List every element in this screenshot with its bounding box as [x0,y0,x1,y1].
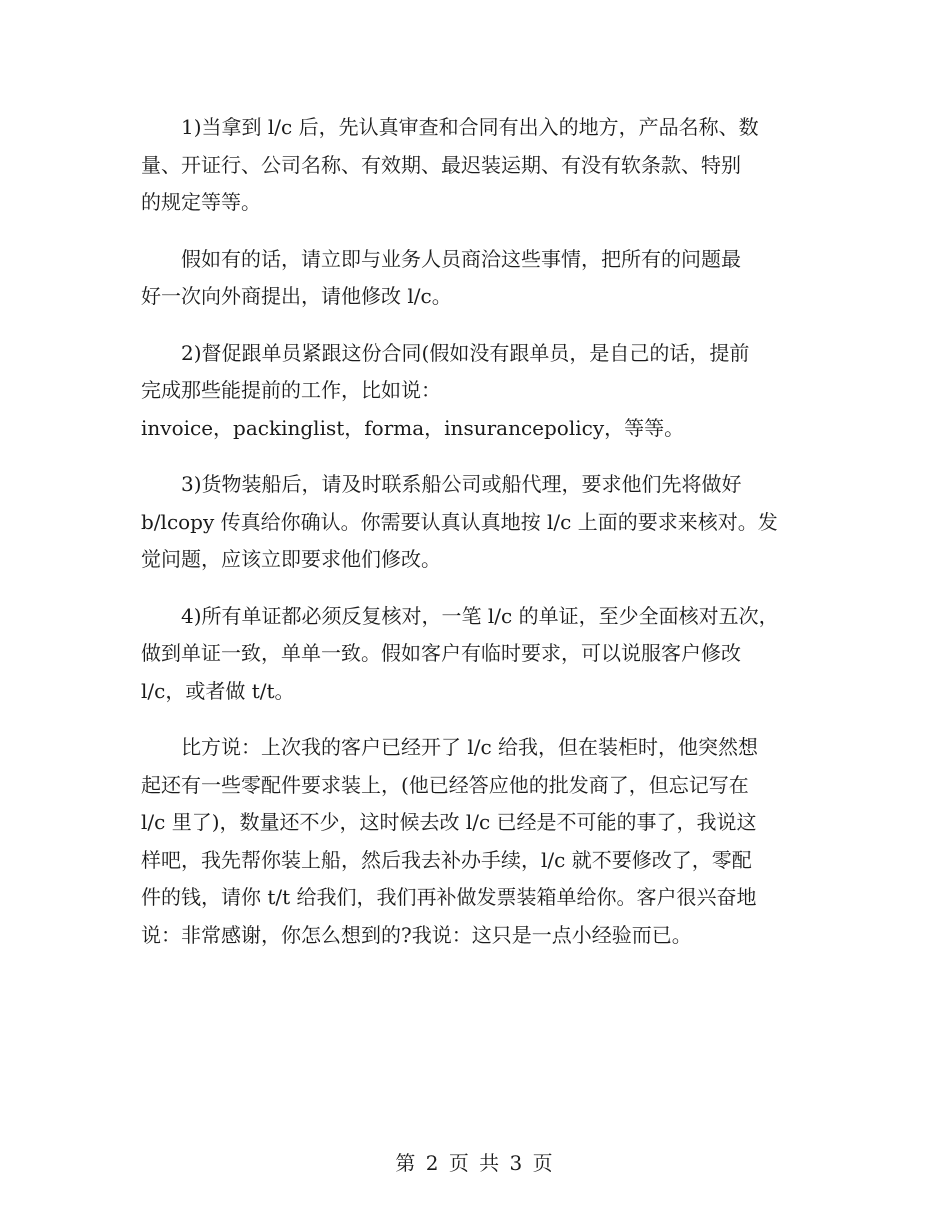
text-line: 完成那些能提前的工作，比如说： [141,378,441,402]
text-line: 3)货物装船后，请及时联系船公司或船代理，要求他们先将做好 [181,472,742,496]
text-line: 的规定等等。 [141,190,261,214]
paragraph-6 [141,729,813,954]
text-line: invoice，packinglist，forma，insurancepolicy，等等。 [141,415,685,440]
text-line: l/c，或者做 t/t。 [141,678,295,703]
text-line: 假如有的话，请立即与业务人员商洽这些事情，把所有的问题最 [181,246,741,271]
text-line: l/c 里了)，数量还不少，这时候去改 l/c 已经是不可能的事了，我说这 [141,810,757,834]
text-line: 2)督促跟单员紧跟这份合同(假如没有跟单员，是自己的话，提前 [181,340,750,365]
document-body [141,109,813,973]
paragraph-5 [141,598,813,711]
paragraph-2 [141,241,813,316]
text-line: 1)当拿到 l/c 后，先认真审查和合同有出入的地方，产品名称、数 [181,115,759,139]
text-line: 4)所有单证都必须反复核对，一笔 l/c 的单证，至少全面核对五次， [181,603,779,628]
text-line: 样吧，我先帮你装上船，然后我去补办手续，l/c 就不要修改了，零配 [141,847,752,872]
paragraph-3 [141,335,813,448]
text-line: 觉问题，应该立即要求他们修改。 [141,547,441,571]
text-line: 做到单证一致，单单一致。假如客户有临时要求，可以说服客户修改 [141,641,741,665]
text-line: 件的钱，请你 t/t 给我们，我们再补做发票装箱单给你。客户很兴奋地 [141,885,757,909]
text-line: 量、开证行、公司名称、有效期、最迟装运期、有没有软条款、特别 [141,152,741,177]
paragraph-4 [141,466,813,579]
text-line: 好一次向外商提出，请他修改 l/c。 [141,284,452,308]
text-line: 说：非常感谢，你怎么想到的?我说：这只是一点小经验而已。 [141,922,692,947]
text-line: 比方说：上次我的客户已经开了 l/c 给我，但在装柜时，他突然想 [181,735,759,759]
text-line: b/lcopy 传真给你确认。你需要认真认真地按 l/c 上面的要求来核对。发 [141,509,778,534]
text-line: 起还有一些零配件要求装上，(他已经答应他的批发商了，但忘记写在 [141,772,749,797]
paragraph-1 [141,109,813,222]
page-number-footer: 第 2 页 共 3 页 [395,1151,555,1175]
